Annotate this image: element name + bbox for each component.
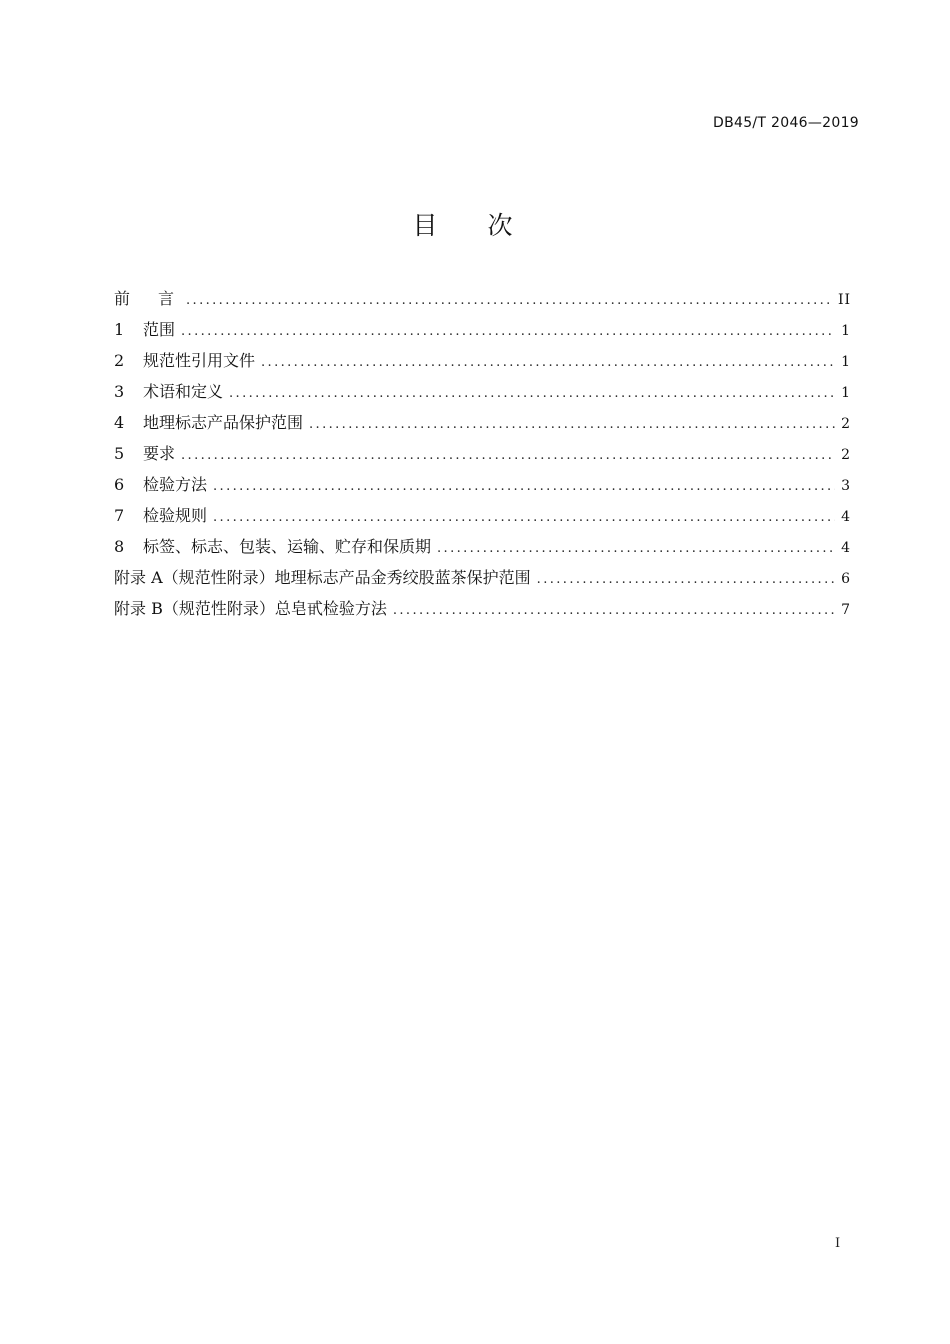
toc-entry-page: 6 bbox=[841, 571, 851, 587]
toc-entry-title: 术语和定义 bbox=[143, 382, 224, 401]
toc-entry-number: 4 bbox=[114, 413, 125, 432]
toc-entry-page: 1 bbox=[841, 385, 851, 401]
toc-leader-dots bbox=[309, 409, 835, 440]
toc-entry-8[interactable] bbox=[114, 531, 851, 562]
toc-leader-dots bbox=[186, 285, 834, 316]
toc-entry-label bbox=[114, 593, 387, 624]
toc-entry-1[interactable] bbox=[114, 314, 851, 345]
toc-entry-number: 1 bbox=[114, 320, 125, 339]
toc-entry-2[interactable] bbox=[114, 345, 851, 376]
page-number: I bbox=[835, 1236, 841, 1251]
page-title: 目次 bbox=[412, 211, 563, 240]
toc-entry-number: 2 bbox=[114, 351, 125, 370]
toc-entry-number: 7 bbox=[114, 506, 125, 525]
toc-entry-page: 3 bbox=[841, 478, 851, 494]
toc-leader-dots bbox=[393, 595, 835, 626]
toc-entry-label bbox=[114, 283, 180, 314]
toc-entry-label bbox=[114, 345, 255, 376]
toc-entry-number: 5 bbox=[114, 444, 125, 463]
toc-entry-page: 2 bbox=[841, 447, 851, 463]
toc-entry-label bbox=[114, 469, 207, 500]
toc-entry-page: 1 bbox=[841, 354, 851, 370]
toc-entry-label bbox=[114, 407, 303, 438]
toc-leader-dots bbox=[537, 564, 835, 595]
toc-entry-label bbox=[114, 376, 223, 407]
toc-entry-label bbox=[114, 562, 531, 593]
toc-entry-title: 地理标志产品保护范围 bbox=[143, 413, 304, 432]
toc-entry-page: 4 bbox=[841, 509, 851, 525]
toc-entry-title: 检验规则 bbox=[143, 506, 208, 525]
toc-entry-label bbox=[114, 500, 207, 531]
toc-entry-6[interactable] bbox=[114, 469, 851, 500]
toc-entry-page: II bbox=[837, 292, 851, 308]
toc-leader-dots bbox=[229, 378, 835, 409]
toc-entry-label bbox=[114, 314, 175, 345]
toc-entry-number: 3 bbox=[114, 382, 125, 401]
toc-entry-foreword[interactable] bbox=[114, 283, 851, 314]
toc-entry-title: 要求 bbox=[143, 444, 176, 463]
toc-entry-page: 2 bbox=[841, 416, 851, 432]
toc-entry-title: 检验方法 bbox=[143, 475, 208, 494]
toc-entry-appendix-a[interactable] bbox=[114, 562, 851, 593]
toc-entry-title: 附录 B（规范性附录）总皂甙检验方法 bbox=[114, 599, 387, 618]
toc-entry-number: 8 bbox=[114, 537, 125, 556]
toc-entry-number: 6 bbox=[114, 475, 125, 494]
toc-entry-page: 1 bbox=[841, 323, 851, 339]
table-of-contents bbox=[114, 283, 851, 624]
toc-entry-title: 范围 bbox=[143, 320, 176, 339]
toc-entry-page: 4 bbox=[841, 540, 851, 556]
toc-entry-4[interactable] bbox=[114, 407, 851, 438]
toc-entry-appendix-b[interactable] bbox=[114, 593, 851, 624]
toc-leader-dots bbox=[213, 502, 835, 533]
toc-entry-7[interactable] bbox=[114, 500, 851, 531]
toc-leader-dots bbox=[181, 316, 835, 347]
toc-entry-5[interactable] bbox=[114, 438, 851, 469]
toc-leader-dots bbox=[261, 347, 835, 378]
toc-leader-dots bbox=[437, 533, 835, 564]
toc-entry-3[interactable] bbox=[114, 376, 851, 407]
document-code: DB45/T 2046—2019 bbox=[713, 115, 859, 131]
toc-entry-page: 7 bbox=[841, 602, 851, 618]
toc-entry-title: 前 言 bbox=[114, 289, 181, 308]
toc-entry-label bbox=[114, 531, 431, 562]
toc-entry-label bbox=[114, 438, 175, 469]
toc-leader-dots bbox=[181, 440, 835, 471]
toc-entry-title: 规范性引用文件 bbox=[143, 351, 256, 370]
toc-entry-title: 标签、标志、包装、运输、贮存和保质期 bbox=[143, 537, 432, 556]
toc-entry-title: 附录 A（规范性附录）地理标志产品金秀绞股蓝茶保护范围 bbox=[114, 568, 531, 587]
toc-leader-dots bbox=[213, 471, 835, 502]
